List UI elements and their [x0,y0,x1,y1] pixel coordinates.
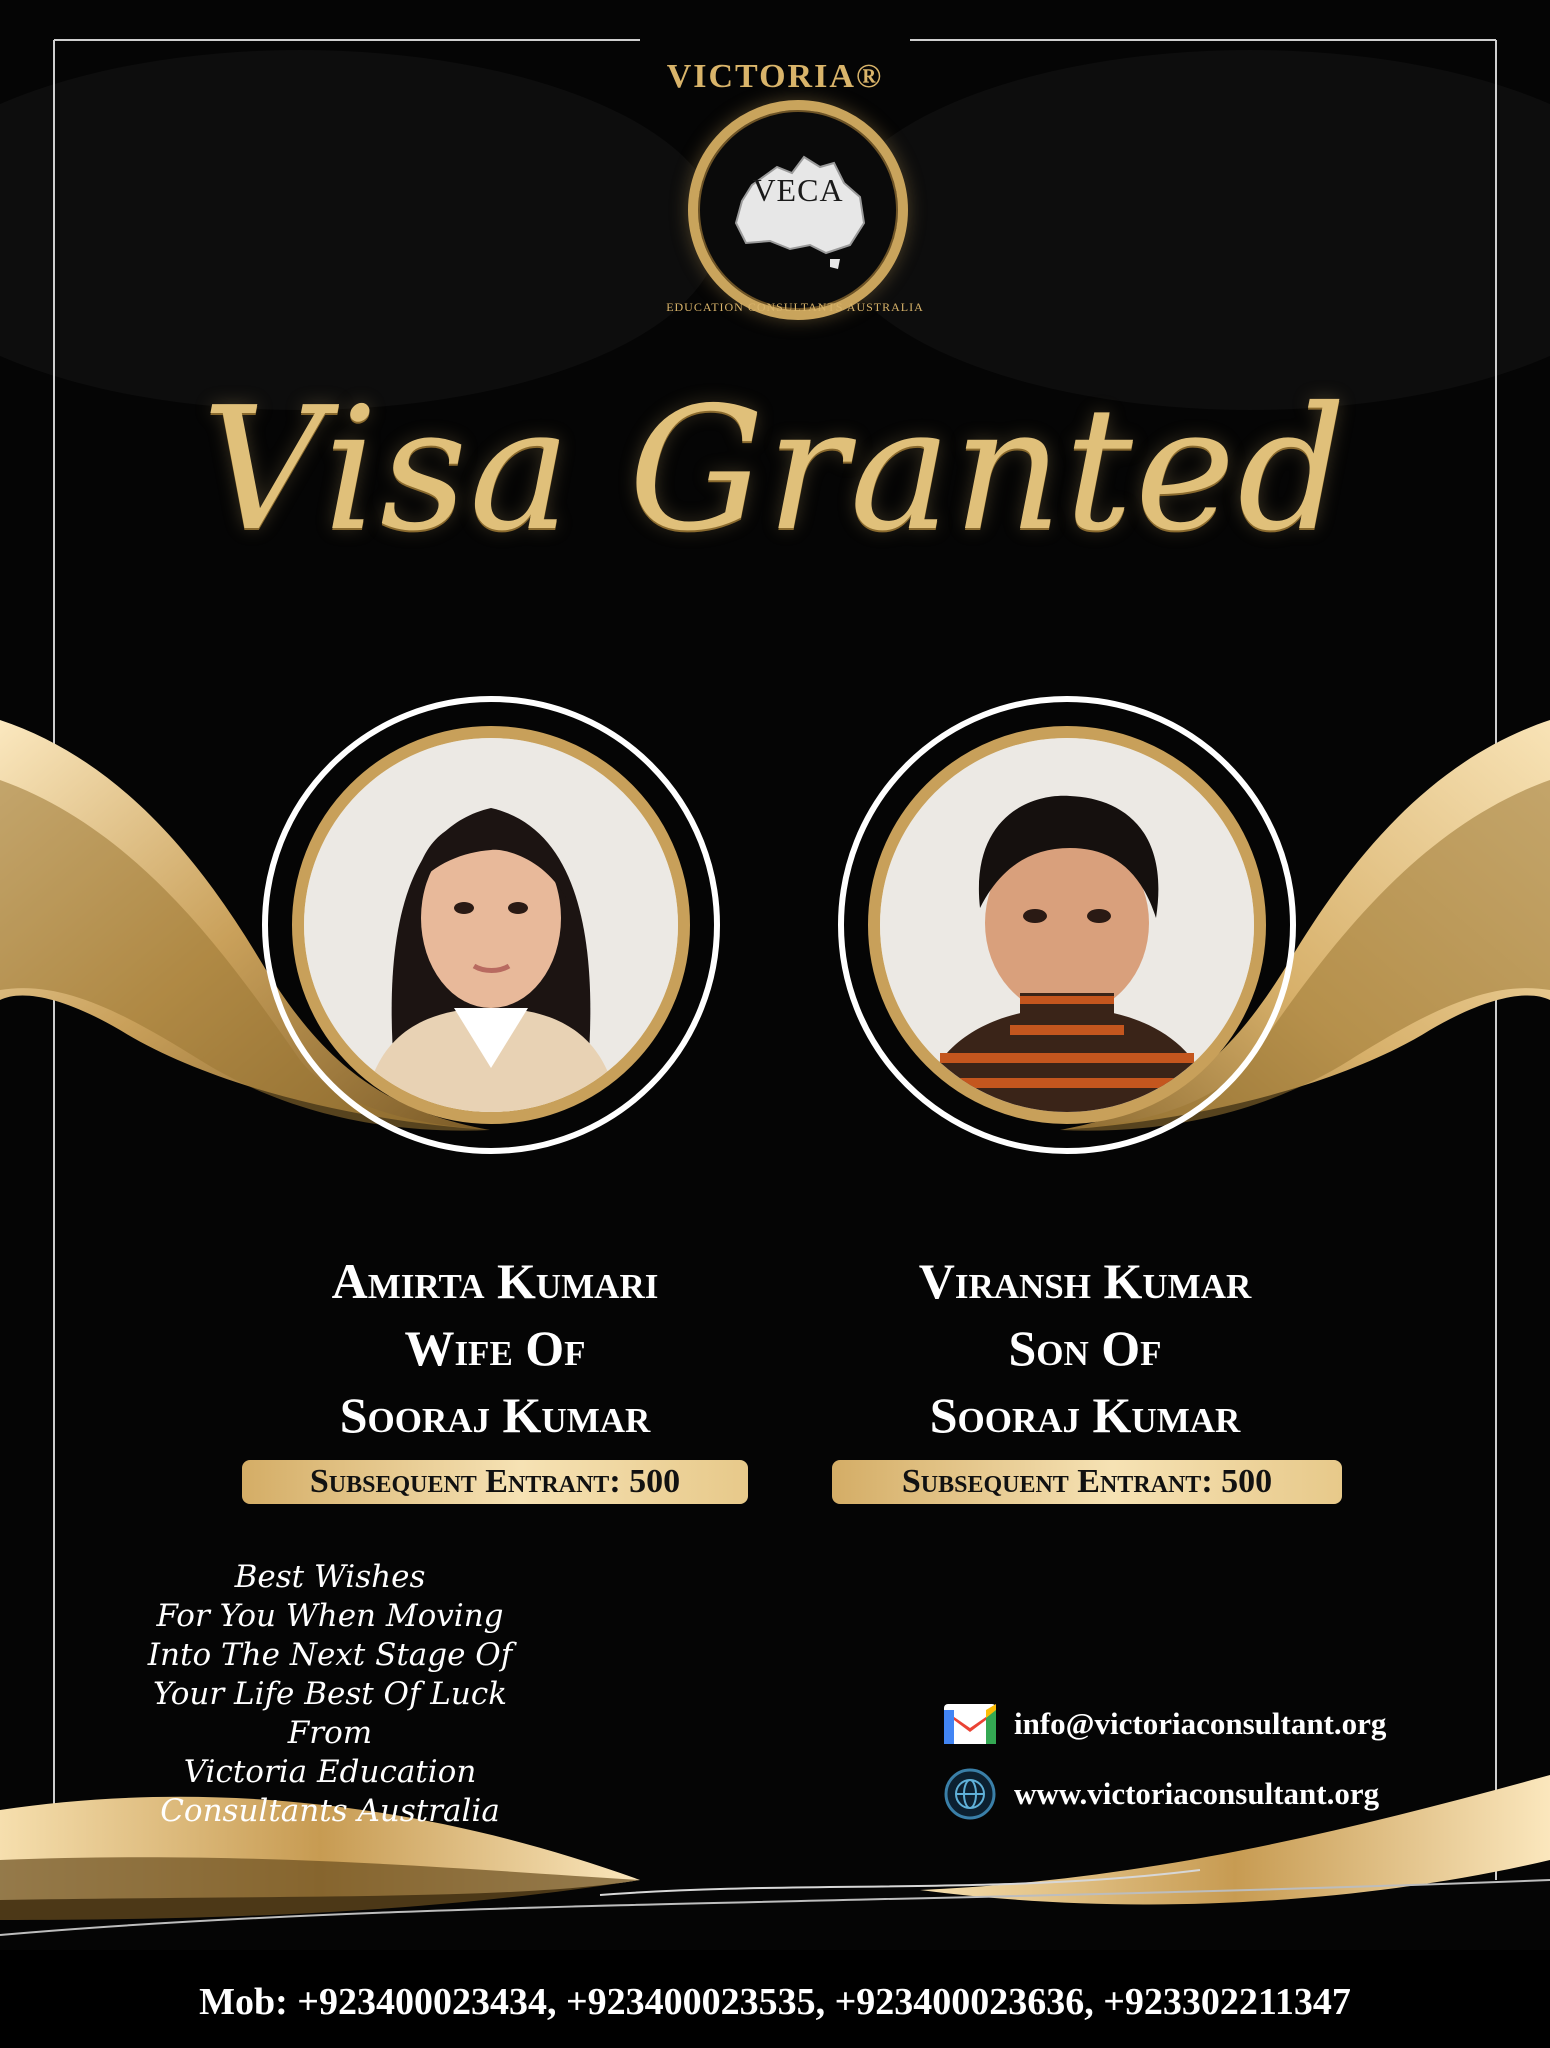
website-contact[interactable] [944,1768,1379,1820]
grantee-name: Amirta Kumari [331,1253,659,1309]
wishes-line: Your Life Best Of Luck [152,1676,508,1712]
grantee-left [215,1248,775,1449]
website-text: www.victoriaconsultant.org [1014,1776,1380,1811]
visa-subclass-badge: Subsequent Entrant: 500 [832,1460,1342,1504]
wishes-line: Best Wishes [234,1559,426,1595]
wishes-line: Consultants Australia [160,1793,500,1829]
email-contact[interactable] [944,1701,1386,1744]
wishes-line: For You When Moving [156,1598,504,1634]
grantee-name: Viransh Kumar [918,1253,1252,1309]
globe-icon [944,1768,996,1820]
grantee-relation: Son Of [1008,1320,1162,1376]
visa-subclass-badge: Subsequent Entrant: 500 [242,1460,748,1504]
email-text: info@victoriaconsultant.org [1014,1705,1387,1741]
woman-portrait-icon [304,738,678,1112]
grantee-relation: Wife Of [404,1320,586,1376]
boy-portrait-icon [880,738,1254,1112]
portrait-woman [292,726,690,1124]
portrait-boy [868,726,1266,1124]
australia-map-icon [722,145,882,275]
wishes-line: Victoria Education [183,1754,477,1790]
logo-center-text: VECA [752,172,844,208]
photo-frame-right [838,696,1296,1154]
grantee-sponsor: Sooraj Kumar [929,1387,1241,1443]
photo-frame-left [262,696,720,1154]
logo-tagline: EDUCATION CONSULTANTS AUSTRALIA [666,300,924,314]
page-title: Visa Granted [201,371,1349,569]
gmail-icon [944,1704,996,1744]
phone-numbers: Mob: +923400023434, +923400023535, +923400023636, +923302211347 [199,1981,1351,2023]
grantee-right [805,1248,1365,1449]
logo-brand-text: VICTORIA® [666,58,884,95]
grantee-sponsor: Sooraj Kumar [339,1387,651,1443]
wishes-message [100,1558,560,1831]
wishes-line: Into The Next Stage Of [147,1637,513,1673]
wishes-line: From [287,1715,373,1751]
